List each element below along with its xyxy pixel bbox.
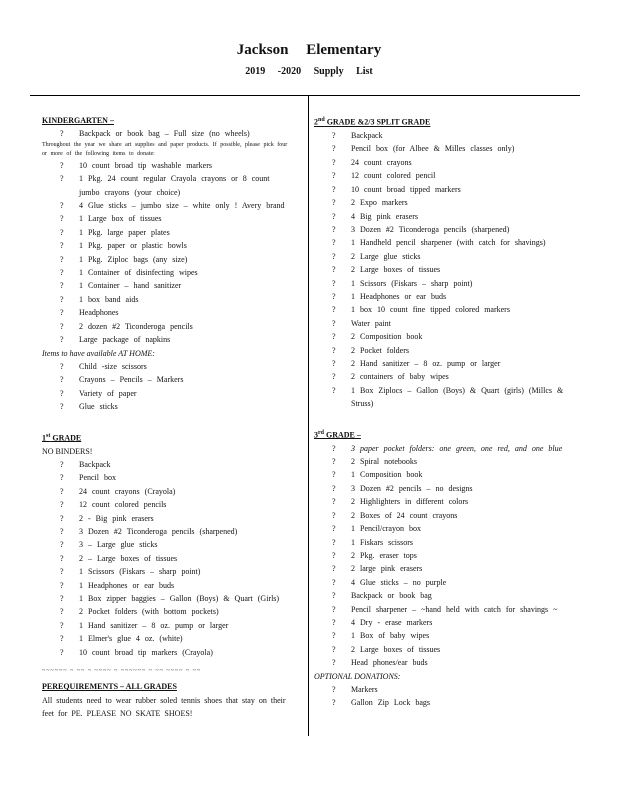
item-text: 24 count crayons: [351, 157, 412, 167]
item-text: 1 Composition book: [351, 470, 423, 480]
bullet-icon: ?: [60, 294, 64, 304]
list-item: [42, 498, 290, 511]
bullet-icon: ?: [332, 698, 336, 708]
item-text: 2 containers of baby wipes: [351, 372, 449, 382]
list-item: [42, 387, 290, 400]
item-text: 1 Handheld pencil sharpener (with catch for shavings): [351, 238, 546, 248]
bullet-icon: ?: [60, 160, 64, 170]
list-item: [314, 357, 582, 370]
list-item: [314, 549, 582, 562]
item-text: 12 count colored pencils: [79, 500, 167, 510]
bullet-icon: ?: [332, 510, 336, 520]
item-text: Headphones: [79, 308, 119, 318]
page-subtitle: 2019 -2020 Supply List: [245, 66, 373, 77]
item-text: 10 count broad tipped markers: [351, 184, 461, 194]
list-item: [42, 127, 290, 140]
item-text: 4 Glue sticks – jumbo size – white only ! Avery brand: [79, 201, 285, 211]
list-item: [314, 183, 582, 196]
item-text: 1 Container of disinfecting wipes: [79, 268, 198, 278]
list-item: [314, 643, 582, 656]
list-item: [314, 210, 582, 223]
bullet-icon: ?: [60, 129, 64, 139]
item-text: 2 – Large boxes of tissues: [79, 553, 178, 563]
list-item: [314, 589, 582, 602]
bullet-icon: ?: [60, 254, 64, 264]
bullet-icon: ?: [332, 470, 336, 480]
list-item: [42, 565, 290, 578]
item-text: 1 Container – hand sanitizer: [79, 281, 182, 291]
item-text: Backpack or book bag – Full size (no wheels): [79, 129, 250, 139]
bullet-icon: ?: [60, 201, 64, 211]
optional-heading: OPTIONAL DONATIONS:: [314, 671, 401, 681]
bullet-icon: ?: [60, 473, 64, 483]
item-text: 2 Large glue sticks: [351, 251, 421, 261]
item-text: 2 Pocket folders (with bottom pockets): [79, 607, 219, 617]
list-item: [314, 129, 582, 142]
list-item: [314, 330, 582, 343]
bullet-icon: ?: [60, 594, 64, 604]
list-item: [42, 400, 290, 413]
list-item: [42, 279, 290, 292]
bullet-icon: ?: [332, 385, 336, 395]
item-text: 1 Hand sanitizer – 8 oz. pump or larger: [79, 620, 229, 630]
list-item: [314, 142, 582, 155]
bullet-icon: ?: [60, 361, 64, 371]
list-item: [314, 509, 582, 522]
item-text: 1 Fiskars scissors: [351, 537, 414, 547]
right-column: [314, 110, 582, 710]
home-note: Items to have available AT HOME:: [42, 348, 155, 358]
bullet-icon: ?: [60, 335, 64, 345]
list-item: [314, 290, 582, 303]
bullet-icon: ?: [332, 358, 336, 368]
home-items-list: [42, 360, 290, 414]
list-item: [42, 619, 290, 632]
item-text: 1 box 10 count fine tipped colored markers: [351, 305, 510, 315]
third-grade-heading: 3rd GRADE –: [314, 429, 361, 440]
list-item: [42, 632, 290, 645]
list-item: [314, 576, 582, 589]
item-text: 1 Pkg. 24 count regular Crayola crayons or 8 count jumbo crayons (your choice): [79, 174, 270, 197]
first-grade-heading: 1st GRADE: [42, 432, 82, 443]
bullet-icon: ?: [60, 634, 64, 644]
item-text: Head phones/ear buds: [351, 658, 428, 668]
item-text: 1 Pencil/crayon box: [351, 524, 421, 534]
item-text: 2 Highlighters in different colors: [351, 497, 469, 507]
list-item: [42, 266, 290, 279]
list-item: [314, 522, 582, 535]
item-text: 4 Big pink erasers: [351, 211, 418, 221]
list-item: [314, 196, 582, 209]
bullet-icon: ?: [332, 144, 336, 154]
second-grade-list: [314, 129, 582, 411]
item-text: 2 Spiral notebooks: [351, 457, 417, 467]
item-text: 1 box band aids: [79, 294, 139, 304]
item-text: 12 count colored pencil: [351, 171, 436, 181]
bullet-icon: ?: [60, 607, 64, 617]
item-text: 4 Dry - erase markers: [351, 617, 433, 627]
bullet-icon: ?: [332, 345, 336, 355]
list-item: [42, 320, 290, 333]
bullet-icon: ?: [60, 227, 64, 237]
bullet-icon: ?: [332, 537, 336, 547]
item-text: 2 Boxes of 24 count crayons: [351, 510, 458, 520]
list-item: [314, 495, 582, 508]
list-item: [314, 616, 582, 629]
bullet-icon: ?: [60, 620, 64, 630]
list-item: [42, 471, 290, 484]
item-text: Water paint: [351, 318, 391, 328]
bullet-icon: ?: [60, 460, 64, 469]
item-text: 3 – Large glue sticks: [79, 540, 158, 550]
bullet-icon: ?: [332, 550, 336, 560]
page-title: Jackson Elementary: [236, 42, 382, 58]
list-item: [42, 605, 290, 618]
list-item: [42, 552, 290, 565]
bullet-icon: ?: [332, 171, 336, 181]
bullet-icon: ?: [60, 321, 64, 331]
list-item: [42, 172, 290, 199]
prereq-heading: PEREQUIREMENTS – ALL GRADES: [42, 682, 177, 692]
bullet-icon: ?: [332, 332, 336, 342]
bullet-icon: ?: [332, 577, 336, 587]
item-text: 2 large pink erasers: [351, 564, 423, 574]
item-text: Backpack: [351, 131, 383, 141]
list-item: [42, 226, 290, 239]
list-item: [314, 169, 582, 182]
list-item: [314, 482, 582, 495]
bullet-icon: ?: [60, 174, 64, 184]
bullet-icon: ?: [332, 631, 336, 641]
list-item: [42, 373, 290, 386]
item-text: 24 count crayons (Crayola): [79, 486, 176, 496]
donation-note: Throughout the year we share art supplies and paper products. If possible, please pick four or more of the following items to donate:: [42, 141, 288, 157]
bullet-icon: ?: [60, 281, 64, 291]
list-item: [42, 458, 290, 471]
list-item: [314, 236, 582, 249]
bullet-icon: ?: [332, 372, 336, 382]
list-item: [42, 360, 290, 373]
item-text: 1 Pkg. paper or plastic bowls: [79, 241, 187, 251]
bullet-icon: ?: [60, 308, 64, 318]
list-item: [42, 538, 290, 551]
tilde-separator: ~~~~~~ ~ ~~ ~ ~~~~ ~ ~~~~~~ ~ ~~ ~~~~ ~ ~~: [42, 668, 202, 675]
item-text: Crayons – Pencils – Markers: [79, 375, 184, 385]
list-item: [42, 239, 290, 252]
third-grade-list: [314, 455, 582, 670]
bullet-icon: ?: [332, 564, 336, 574]
item-text: Pencil box (for Albee & Milles classes only): [351, 144, 515, 154]
bullet-icon: ?: [60, 500, 64, 510]
list-item: [314, 536, 582, 549]
bullet-icon: ?: [332, 278, 336, 288]
bullet-icon: ?: [332, 238, 336, 248]
list-item: [42, 646, 290, 659]
item-text: 1 Headphones or ear buds: [79, 580, 175, 590]
list-item: [314, 603, 582, 616]
bullet-icon: ?: [60, 402, 64, 412]
list-item: [314, 156, 582, 169]
list-item: [314, 317, 582, 330]
item-text: 2 dozen #2 Ticonderoga pencils: [79, 321, 193, 331]
item-text: 2 Pkg. eraser tops: [351, 550, 417, 560]
bullet-icon: ?: [332, 658, 336, 668]
item-text: 2 - Big pink erasers: [79, 513, 154, 523]
list-item: [42, 333, 290, 346]
item-text: 2 Hand sanitizer – 8 oz. pump or larger: [351, 358, 501, 368]
bullet-icon: ?: [332, 251, 336, 261]
list-item: [314, 384, 582, 411]
bullet-icon: ?: [60, 553, 64, 563]
bullet-icon: ?: [60, 375, 64, 385]
item-text: 3 Dozen #2 Ticonderoga pencils (sharpened): [351, 224, 510, 234]
item-text: 3 Dozen #2 Ticonderoga pencils (sharpened): [79, 527, 238, 537]
item-text: 1 Large box of tissues: [79, 214, 162, 224]
bullet-icon: ?: [332, 524, 336, 534]
item-text: 1 Box Ziplocs – Gallon (Boys) & Quart (girls) (Millcs & Struss): [351, 385, 564, 409]
list-item: [42, 199, 290, 212]
bullet-icon: ?: [332, 265, 336, 275]
bullet-icon: ?: [60, 540, 64, 550]
bullet-icon: ?: [60, 241, 64, 251]
item-text: 10 count broad tip washable markers: [79, 160, 212, 170]
column-divider: [308, 96, 309, 736]
bullet-icon: ?: [60, 388, 64, 398]
bullet-icon: ?: [332, 684, 336, 694]
bullet-icon: ?: [60, 580, 64, 590]
bullet-icon: ?: [60, 486, 64, 496]
bullet-icon: ?: [60, 647, 64, 657]
prereq-text: All students need to wear rubber soled tennis shoes that stay on their feet for PE. PLEASE NO SKATE SHOES!: [42, 695, 286, 718]
item-text: Pencil sharpener – ~hand held with catch for shavings ~: [351, 604, 558, 614]
list-item: [314, 370, 582, 383]
item-text: 10 count broad tip markers (Crayola): [79, 647, 213, 657]
list-item: [314, 562, 582, 575]
no-binders-note: NO BINDERS!: [42, 446, 93, 456]
list-item: [42, 512, 290, 525]
list-item: [42, 306, 290, 319]
list-item: [314, 263, 582, 276]
item-text: 1 Box zipper baggies – Gallon (Boys) & Quart (Girls): [79, 594, 280, 604]
item-text: Backpack: [79, 460, 111, 469]
bullet-icon: ?: [332, 198, 336, 208]
bullet-icon: ?: [60, 527, 64, 537]
bullet-icon: ?: [332, 443, 336, 453]
list-item: [42, 159, 290, 172]
list-item: [314, 455, 582, 468]
item-text: 4 Glue sticks – no purple: [351, 577, 447, 587]
bullet-icon: ?: [332, 457, 336, 467]
item-text: 1 Pkg. Ziploc bags (any size): [79, 254, 188, 264]
item-text: Backpack or book bag: [351, 591, 432, 601]
item-text: Variety of paper: [79, 388, 137, 398]
list-item: [314, 303, 582, 316]
list-item: [42, 253, 290, 266]
item-text: Pencil box: [79, 473, 116, 483]
item-text: 1 Elmer's glue 4 oz. (white): [79, 634, 183, 644]
list-item: [314, 277, 582, 290]
bullet-icon: ?: [332, 497, 336, 507]
optional-list: [314, 683, 582, 710]
top-rule: [30, 95, 580, 96]
item-text: Child -size scissors: [79, 361, 147, 371]
list-item: [42, 592, 290, 605]
bullet-icon: ?: [332, 644, 336, 654]
list-item: [42, 579, 290, 592]
list-item: [42, 525, 290, 538]
item-text: Glue sticks: [79, 402, 118, 412]
left-column: [42, 110, 290, 720]
list-item: [314, 696, 582, 709]
item-text: 1 Box of baby wipes: [351, 631, 430, 641]
item-text: 1 Pkg. large paper plates: [79, 227, 170, 237]
bullet-icon: ?: [332, 483, 336, 493]
bullet-icon: ?: [332, 591, 336, 601]
list-item: [314, 629, 582, 642]
list-item: [42, 293, 290, 306]
bullet-icon: ?: [332, 211, 336, 221]
bullet-icon: ?: [60, 567, 64, 577]
bullet-icon: ?: [60, 268, 64, 278]
item-text: 2 Large boxes of tissues: [351, 644, 441, 654]
list-item: [42, 485, 290, 498]
bullet-icon: ?: [60, 513, 64, 523]
bullet-icon: ?: [332, 184, 336, 194]
list-item: [314, 250, 582, 263]
item-text: 3 paper pocket folders: one green, one red, and one blue: [351, 443, 563, 453]
kindergarten-heading: KINDERGARTEN –: [42, 116, 114, 125]
list-item: [42, 212, 290, 225]
item-text: 2 Expo markers: [351, 198, 408, 208]
list-item: [314, 442, 582, 455]
bullet-icon: ?: [332, 305, 336, 315]
first-grade-list: [42, 458, 290, 659]
second-grade-heading: 2nd GRADE &2/3 SPLIT GRADE: [314, 117, 431, 127]
item-text: Large package of napkins: [79, 335, 171, 345]
list-item: [314, 344, 582, 357]
item-text: 1 Scissors (Fiskars – sharp point): [79, 567, 201, 577]
list-item: [314, 656, 582, 669]
bullet-icon: ?: [332, 291, 336, 301]
item-text: 3 Dozen #2 pencils – no designs: [351, 483, 473, 493]
bullet-icon: ?: [332, 617, 336, 627]
list-item: [314, 223, 582, 236]
bullet-icon: ?: [332, 131, 336, 141]
list-item: [314, 468, 582, 481]
item-text: 2 Composition book: [351, 332, 423, 342]
item-text: 1 Headphones or ear buds: [351, 291, 447, 301]
item-text: Gallon Zip Lock bags: [351, 698, 430, 708]
bullet-icon: ?: [60, 214, 64, 224]
bullet-icon: ?: [332, 318, 336, 328]
bullet-icon: ?: [332, 224, 336, 234]
item-text: 2 Large boxes of tissues: [351, 265, 441, 275]
bullet-icon: ?: [332, 604, 336, 614]
item-text: 1 Scissors (Fiskars – sharp point): [351, 278, 473, 288]
bullet-icon: ?: [332, 157, 336, 167]
kindergarten-list: [42, 127, 290, 413]
list-item: [314, 683, 582, 696]
item-text: Markers: [351, 684, 378, 694]
item-text: 2 Pocket folders: [351, 345, 409, 355]
